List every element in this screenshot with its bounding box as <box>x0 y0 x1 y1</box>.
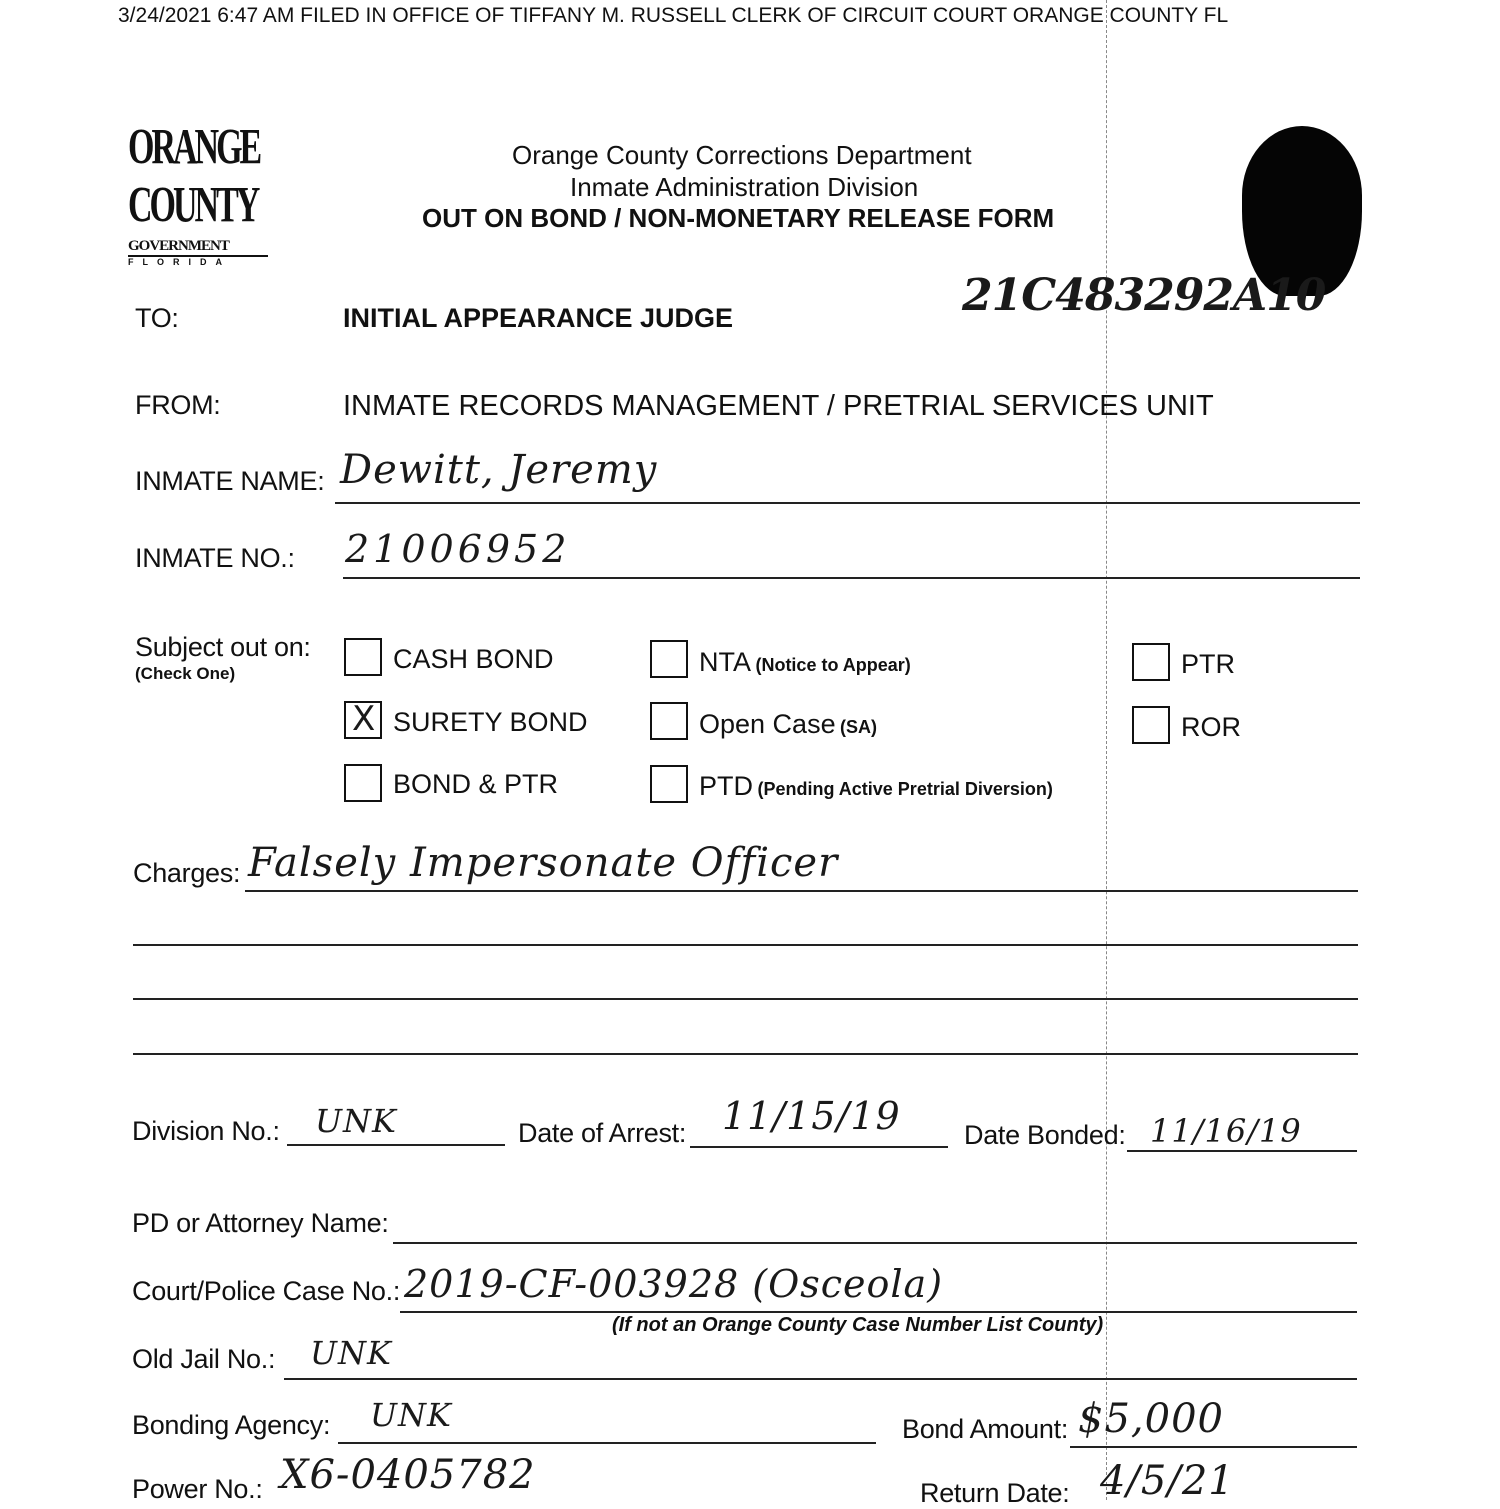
charges-value: Falsely Impersonate Officer <box>248 840 839 886</box>
power-no-label: Power No.: <box>132 1474 263 1504</box>
from-value: INMATE RECORDS MANAGEMENT / PRETRIAL SERVICES UNIT <box>343 390 1214 422</box>
date-bonded-value: 11/16/19 <box>1150 1112 1302 1150</box>
cash-bond-label: CASH BOND <box>393 644 554 674</box>
date-bonded-line <box>1127 1150 1357 1152</box>
old-jail-no-label: Old Jail No.: <box>132 1344 276 1374</box>
from-label: FROM: <box>135 390 221 420</box>
division-no-value: UNK <box>315 1102 397 1140</box>
division-no-line <box>287 1144 505 1146</box>
old-jail-no-value: UNK <box>310 1334 392 1372</box>
charges-line-4 <box>133 1053 1358 1055</box>
open-case-label: Open Case <box>699 709 836 739</box>
date-of-arrest-label: Date of Arrest: <box>518 1118 687 1148</box>
ptd-label: PTD <box>699 771 753 801</box>
ptr-checkbox[interactable] <box>1132 643 1170 681</box>
inmate-no-value: 21006952 <box>345 527 571 571</box>
division-name: Inmate Administration Division <box>570 172 919 202</box>
bond-ptr-checkbox[interactable] <box>344 764 382 802</box>
open-case-checkbox[interactable] <box>650 702 688 740</box>
case-no-line <box>400 1311 1357 1313</box>
charges-line-3 <box>133 998 1358 1000</box>
charges-label: Charges: <box>133 858 241 888</box>
ptr-label: PTR <box>1181 649 1235 679</box>
nta-checkbox[interactable] <box>650 640 688 678</box>
case-no-value: 2019-CF-003928 (Osceola) <box>404 1262 944 1306</box>
charges-line-1 <box>245 890 1358 892</box>
subject-sublabel: (Check One) <box>135 664 236 683</box>
bonding-agency-line <box>338 1442 876 1444</box>
bond-amount-line <box>1070 1446 1357 1448</box>
nta-label: NTA <box>699 647 751 677</box>
power-no-value: X6-0405782 <box>280 1452 536 1498</box>
inmate-no-line <box>343 577 1360 579</box>
to-value: INITIAL APPEARANCE JUDGE <box>343 303 734 333</box>
return-date-label: Return Date: <box>920 1478 1070 1508</box>
logo-orange: ORANGE <box>128 120 260 176</box>
old-jail-no-line <box>284 1378 1357 1380</box>
logo-florida: FLORIDA <box>128 257 231 267</box>
open-case-option <box>699 709 877 740</box>
handwritten-reference: 21C483292A10 <box>962 270 1326 321</box>
inmate-no-label: INMATE NO.: <box>135 543 295 573</box>
bond-ptr-label: BOND & PTR <box>393 769 559 799</box>
subject-label: Subject out on: <box>135 632 311 662</box>
county-logo <box>128 120 268 285</box>
form-title: OUT ON BOND / NON-MONETARY RELEASE FORM <box>422 203 1055 233</box>
scan-fold-line <box>1106 0 1107 1500</box>
cash-bond-checkbox[interactable] <box>344 638 382 676</box>
ptd-option <box>699 771 1053 802</box>
ror-label: ROR <box>1181 712 1241 742</box>
bonding-agency-value: UNK <box>370 1396 452 1434</box>
inmate-name-line <box>335 502 1360 504</box>
ptd-checkbox[interactable] <box>650 765 688 803</box>
logo-government: GOVERNMENT <box>128 238 268 257</box>
nta-option <box>699 647 911 678</box>
inmate-name-value: Dewitt, Jeremy <box>340 447 658 493</box>
ptd-note: (Pending Active Pretrial Diversion) <box>757 779 1053 799</box>
to-label: TO: <box>135 303 179 333</box>
division-no-label: Division No.: <box>132 1116 280 1146</box>
surety-bond-check-mark: X <box>352 699 377 739</box>
return-date-value: 4/5/21 <box>1100 1458 1235 1504</box>
bonding-agency-label: Bonding Agency: <box>132 1410 331 1440</box>
nta-note: (Notice to Appear) <box>755 655 911 675</box>
pd-attorney-line <box>393 1242 1357 1244</box>
date-of-arrest-value: 11/15/19 <box>722 1094 901 1138</box>
surety-bond-checkbox[interactable] <box>344 701 382 739</box>
bond-amount-label: Bond Amount: <box>902 1414 1069 1444</box>
pd-attorney-label: PD or Attorney Name: <box>132 1208 389 1238</box>
case-no-note: (If not an Orange County Case Number List County) <box>612 1314 1104 1336</box>
department-name: Orange County Corrections Department <box>512 140 972 170</box>
logo-county: COUNTY <box>128 178 258 234</box>
bond-amount-value: $5,000 <box>1078 1396 1224 1442</box>
surety-bond-label: SURETY BOND <box>393 707 588 737</box>
date-of-arrest-line <box>690 1146 948 1148</box>
case-no-label: Court/Police Case No.: <box>132 1276 401 1306</box>
inmate-name-label: INMATE NAME: <box>135 466 325 496</box>
filing-stamp: 3/24/2021 6:47 AM FILED IN OFFICE OF TIFFANY M. RUSSELL CLERK OF CIRCUIT COURT ORANGE COUNTY FL <box>118 4 1229 27</box>
open-case-note: (SA) <box>840 717 878 737</box>
date-bonded-label: Date Bonded: <box>964 1120 1126 1150</box>
charges-line-2 <box>133 944 1358 946</box>
ror-checkbox[interactable] <box>1132 706 1170 744</box>
